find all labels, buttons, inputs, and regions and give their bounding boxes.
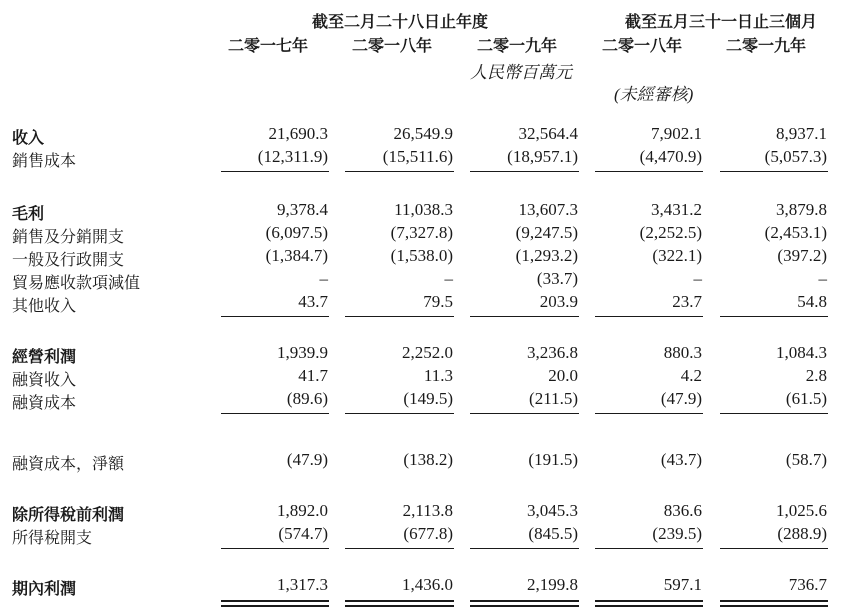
column-underline xyxy=(221,548,329,549)
row-label: 經營利潤 xyxy=(12,347,77,366)
column-underline xyxy=(720,413,828,414)
row-value-cell: (5,057.3) xyxy=(764,147,827,166)
row-value-cell: 3,431.2 xyxy=(651,200,702,219)
row-value-cell: (47.9) xyxy=(286,450,328,469)
row-value-cell: 21,690.3 xyxy=(268,124,328,143)
row-value-cell: 836.6 xyxy=(663,501,702,520)
column-underline xyxy=(720,548,828,549)
row-value-cell: (574.7) xyxy=(278,524,328,543)
header-year-1: 二零一七年 xyxy=(227,36,308,55)
column-underline xyxy=(470,413,579,414)
row-value-cell: (2,453.1) xyxy=(764,223,827,242)
row-value-cell: (4,470.9) xyxy=(639,147,702,166)
row-value-cell: (211.5) xyxy=(529,389,578,408)
row-value-cell: 3,236.8 xyxy=(527,343,578,362)
column-underline xyxy=(595,548,703,549)
row-value-cell: 54.8 xyxy=(797,292,827,311)
row-label: 融資收入 xyxy=(12,370,77,389)
row-label: 貿易應收款項減值 xyxy=(12,273,141,292)
row-value-cell: 1,892.0 xyxy=(277,501,328,520)
column-double-underline xyxy=(595,600,703,607)
header-year-4: 二零一八年 xyxy=(601,36,682,55)
row-value-cell: 2.8 xyxy=(805,366,827,385)
row-value-cell: 597.1 xyxy=(663,575,702,594)
row-value-cell: (1,384.7) xyxy=(265,246,328,265)
row-value-cell: 9,378.4 xyxy=(277,200,328,219)
column-double-underline xyxy=(345,600,454,607)
column-underline xyxy=(345,548,454,549)
row-value-cell: 13,607.3 xyxy=(518,200,578,219)
row-label: 銷售成本 xyxy=(12,151,77,170)
row-value-cell: 2,113.8 xyxy=(402,501,453,520)
row-value-cell: 1,436.0 xyxy=(402,575,453,594)
column-underline xyxy=(345,413,454,414)
row-value-cell: (89.6) xyxy=(286,389,328,408)
column-double-underline xyxy=(720,600,828,607)
row-value-cell: (322.1) xyxy=(652,246,702,265)
column-underline xyxy=(345,316,454,317)
row-value-cell: (845.5) xyxy=(528,524,578,543)
column-underline xyxy=(720,171,828,172)
row-value-cell: 880.3 xyxy=(663,343,702,362)
row-value-cell: 11.3 xyxy=(423,366,453,385)
row-value-cell: (2,252.5) xyxy=(639,223,702,242)
column-underline xyxy=(345,171,454,172)
row-value-cell: 2,252.0 xyxy=(402,343,453,362)
column-underline xyxy=(595,316,703,317)
row-value-cell: 32,564.4 xyxy=(518,124,578,143)
column-underline xyxy=(470,316,579,317)
row-label: 其他收入 xyxy=(12,296,77,315)
header-group-three-months: 截至五月三十一日止三個月 xyxy=(624,12,817,31)
row-value-cell: 11,038.3 xyxy=(394,200,453,219)
column-underline xyxy=(720,316,828,317)
row-value-cell: 1,939.9 xyxy=(277,343,328,362)
row-value-cell: 41.7 xyxy=(298,366,328,385)
row-value-cell: (43.7) xyxy=(660,450,702,469)
row-value-cell: (149.5) xyxy=(403,389,453,408)
row-value-cell: 1,317.3 xyxy=(277,575,328,594)
row-value-cell: (6,097.5) xyxy=(265,223,328,242)
row-label: 融資成本，淨額 xyxy=(12,454,125,473)
row-value-cell: (239.5) xyxy=(652,524,702,543)
row-label: 收入 xyxy=(12,128,45,147)
row-value-cell: (677.8) xyxy=(403,524,453,543)
row-label: 除所得稅前利潤 xyxy=(12,505,125,524)
row-value-cell: (12,311.9) xyxy=(257,147,328,166)
row-value-cell: (9,247.5) xyxy=(515,223,578,242)
row-value-cell: 26,549.9 xyxy=(393,124,453,143)
column-underline xyxy=(221,171,329,172)
header-year-2: 二零一八年 xyxy=(351,36,432,55)
column-double-underline xyxy=(221,600,329,607)
row-value-cell: 736.7 xyxy=(788,575,827,594)
row-value-cell: (1,293.2) xyxy=(515,246,578,265)
column-underline xyxy=(470,171,579,172)
unaudited-note: (未經審核) xyxy=(614,85,694,104)
row-label: 一般及行政開支 xyxy=(12,250,125,269)
row-value-cell: 3,045.3 xyxy=(527,501,578,520)
column-underline xyxy=(221,316,329,317)
header-year-3: 二零一九年 xyxy=(476,36,557,55)
row-label: 銷售及分銷開支 xyxy=(12,227,125,246)
row-value-cell: 2,199.8 xyxy=(527,575,578,594)
row-value-cell: (58.7) xyxy=(785,450,827,469)
row-value-cell: (1,538.0) xyxy=(390,246,453,265)
row-value-cell: – xyxy=(818,269,827,288)
row-value-cell: (18,957.1) xyxy=(507,147,578,166)
row-value-cell: 203.9 xyxy=(539,292,578,311)
header-year-5: 二零一九年 xyxy=(725,36,806,55)
row-value-cell: 23.7 xyxy=(672,292,702,311)
row-value-cell: 8,937.1 xyxy=(776,124,827,143)
row-value-cell: 1,084.3 xyxy=(776,343,827,362)
row-value-cell: 43.7 xyxy=(298,292,328,311)
row-label: 融資成本 xyxy=(12,393,77,412)
row-value-cell: (15,511.6) xyxy=(382,147,453,166)
currency-note: 人民幣百萬元 xyxy=(470,63,572,82)
row-value-cell: (33.7) xyxy=(536,269,578,288)
row-value-cell: 79.5 xyxy=(423,292,453,311)
row-value-cell: (288.9) xyxy=(777,524,827,543)
row-value-cell: (47.9) xyxy=(660,389,702,408)
row-value-cell: – xyxy=(444,269,453,288)
row-label: 所得稅開支 xyxy=(12,528,93,547)
row-value-cell: – xyxy=(693,269,702,288)
column-underline xyxy=(595,171,703,172)
row-value-cell: (397.2) xyxy=(777,246,827,265)
row-value-cell: (61.5) xyxy=(785,389,827,408)
column-double-underline xyxy=(470,600,579,607)
row-value-cell: – xyxy=(319,269,328,288)
row-label: 毛利 xyxy=(12,204,45,223)
column-underline xyxy=(221,413,329,414)
row-value-cell: (138.2) xyxy=(403,450,453,469)
row-label: 期內利潤 xyxy=(12,579,77,598)
header-group-full-year: 截至二月二十八日止年度 xyxy=(311,12,488,31)
column-underline xyxy=(470,548,579,549)
row-value-cell: 20.0 xyxy=(548,366,578,385)
row-value-cell: 4.2 xyxy=(680,366,702,385)
row-value-cell: 7,902.1 xyxy=(651,124,702,143)
row-value-cell: (191.5) xyxy=(528,450,578,469)
column-underline xyxy=(595,413,703,414)
row-value-cell: 1,025.6 xyxy=(776,501,827,520)
row-value-cell: (7,327.8) xyxy=(390,223,453,242)
row-value-cell: 3,879.8 xyxy=(776,200,827,219)
